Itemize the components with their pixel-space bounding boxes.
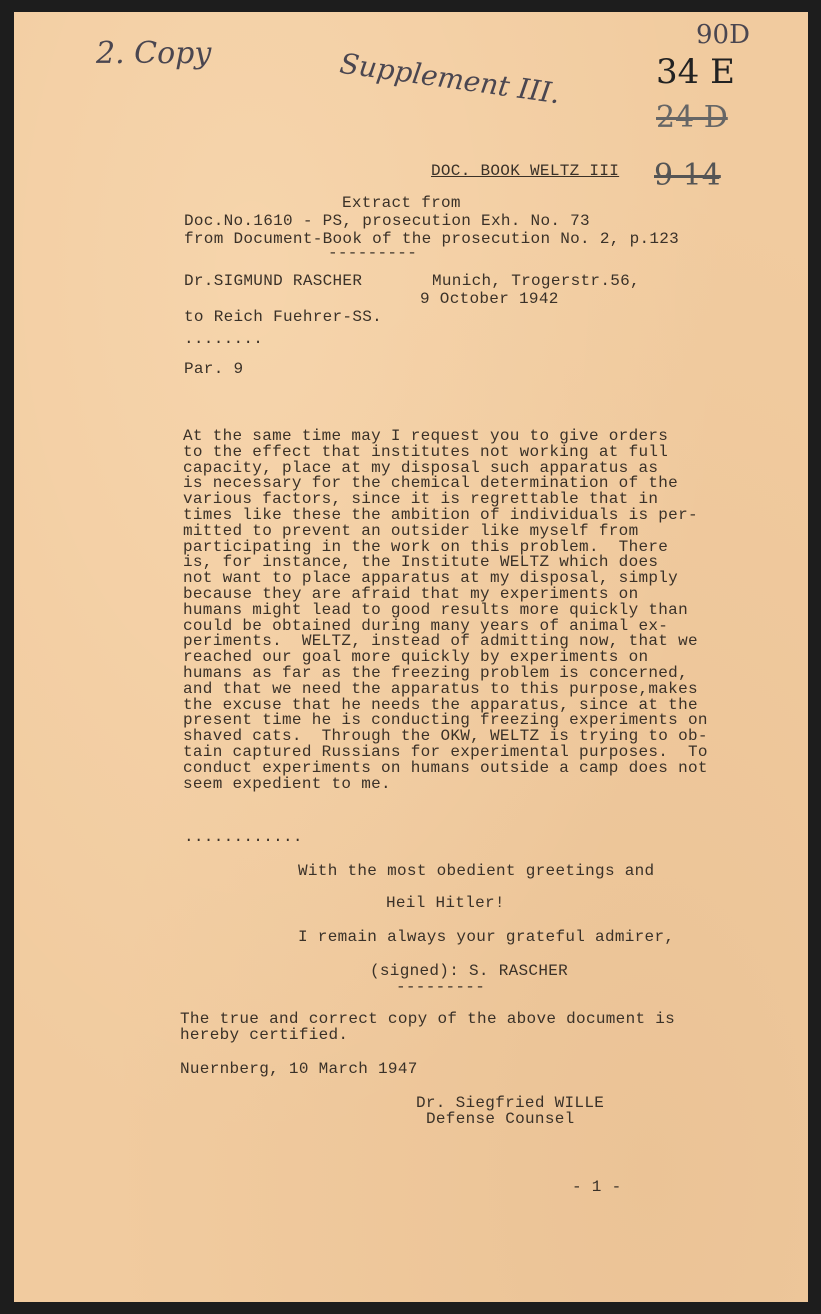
handwritten-number-top: 90D [696, 20, 750, 50]
body-line: reached our goal more quickly by experiments on [183, 648, 649, 667]
place-date: Nuernberg, 10 March 1947 [180, 1060, 418, 1078]
handwritten-supplement-note: Supplement III. [337, 46, 563, 111]
paragraph-label: Par. 9 [184, 360, 244, 378]
body-line: participating in the work on this problem. There [183, 537, 669, 556]
body-line: capacity, place at my disposal such apparatus as [183, 458, 659, 477]
separator: --------- [396, 978, 486, 996]
body-line: shaved cats. Through the OKW, WELTZ is trying to ob- [183, 727, 708, 746]
closing-admirer: I remain always your grateful admirer, [298, 928, 675, 946]
body-line: and that we need the apparatus to this purpose,makes [183, 679, 698, 698]
body-line: various factors, since it is regrettable that in [183, 490, 659, 509]
extract-line: Doc.No.1610 - PS, prosecution Exh. No. 73 [184, 212, 590, 230]
extract-line: from Document-Book of the prosecution No. 2, p.123 [184, 230, 680, 248]
body-line: is, for instance, the Institute WELTZ which does [183, 553, 659, 572]
body-line: because they are afraid that my experiments on [183, 585, 639, 603]
certification-line: The true and correct copy of the above document is [180, 1010, 676, 1028]
body-line: humans might lead to good results more quickly than [183, 600, 688, 619]
body-line: present time he is conducting freezing experiments on [183, 711, 708, 730]
page-number: - 1 - [572, 1178, 622, 1196]
certification-line: hereby certified. [180, 1026, 349, 1044]
body-line: periments. WELTZ, instead of admitting now, that we [183, 632, 698, 651]
body-line: humans as far as the freezing problem is concerned, [183, 664, 688, 682]
document-page [14, 12, 808, 1302]
signature: (signed): S. RASCHER [370, 962, 569, 980]
body-line: times like these the ambition of individuals is per- [183, 506, 698, 524]
letter-date: 9 October 1942 [420, 290, 559, 308]
body-line: At the same time may I request you to give orders [183, 427, 669, 445]
handwritten-copy-note: 2. Copy [96, 36, 212, 71]
ellipsis: ........ [184, 330, 264, 348]
body-line: tain captured Russians for experimental purposes. To [183, 743, 708, 761]
handwritten-number-main: 34 E [656, 52, 735, 92]
body-line: is necessary for the chemical determination of the [183, 474, 679, 493]
body-line: mitted to prevent an outsider like myself from [183, 521, 639, 540]
closing-greeting: With the most obedient greetings and [298, 862, 655, 880]
body-line: to the effect that institutes not working at full [183, 442, 669, 461]
body-line: seem expedient to me. [183, 774, 391, 793]
handwritten-number-struck: 24 D [656, 100, 728, 135]
body-line: could be obtained during many years of animal ex- [183, 616, 669, 635]
signer-title: Defense Counsel [426, 1110, 575, 1128]
body-line: conduct experiments on humans outside a camp does not [183, 758, 708, 777]
body-line: not want to place apparatus at my disposal, simply [183, 569, 679, 588]
extract-line: Extract from [342, 194, 461, 212]
sender: Dr.SIGMUND RASCHER [184, 272, 363, 290]
recipient: to Reich Fuehrer-SS. [184, 308, 383, 326]
signer-name: Dr. Siegfried WILLE [416, 1094, 605, 1112]
ellipsis: ............ [184, 828, 303, 846]
handwritten-number-struck: 9 14 [654, 158, 721, 193]
body-line: the excuse that he needs the apparatus, since at the [183, 695, 698, 714]
doc-book-heading: DOC. BOOK WELTZ III [431, 162, 620, 180]
sender-address: Munich, Trogerstr.56, [432, 272, 640, 290]
separator: --------- [328, 244, 418, 262]
closing-salute: Heil Hitler! [386, 894, 505, 912]
